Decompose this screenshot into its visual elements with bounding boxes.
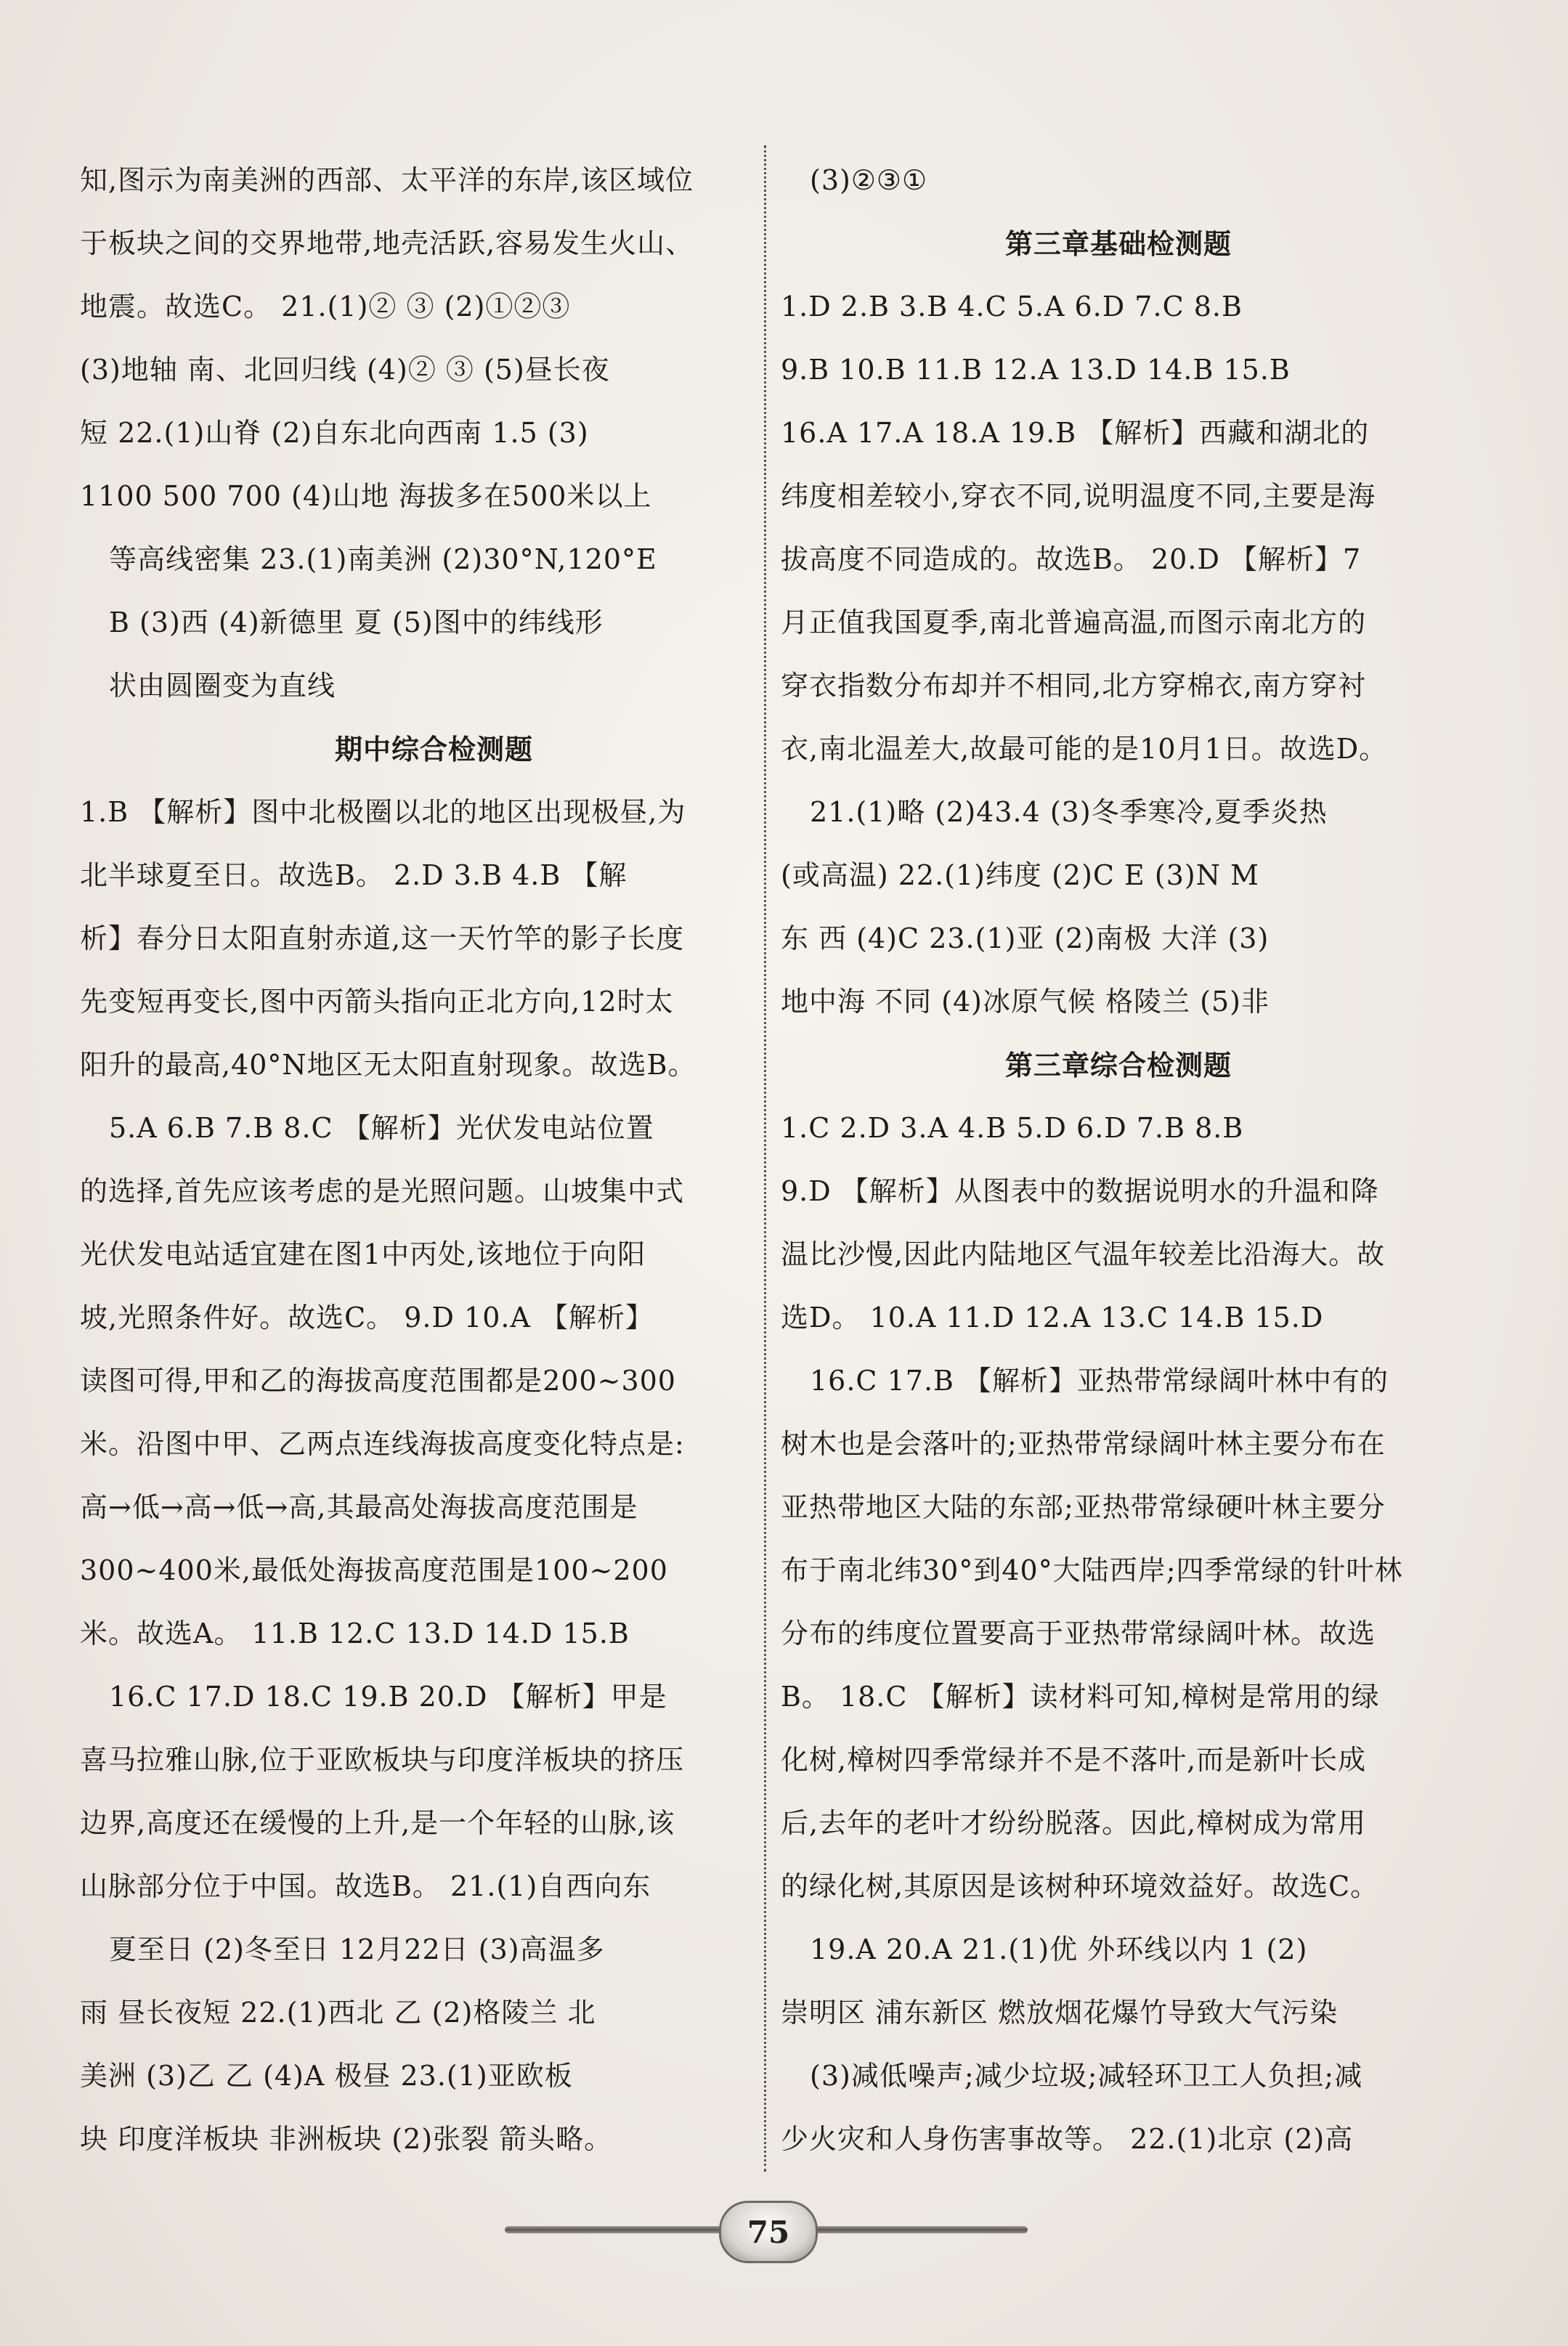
footer-ornament-left bbox=[505, 2226, 723, 2233]
text-line: 析】春分日太阳直射赤道,这一天竹竿的影子长度 bbox=[80, 922, 685, 954]
text-line: 状由圆圈变为直线 bbox=[109, 670, 336, 702]
text-line: 坡,光照条件好。故选C。 9.D 10.A 【解析】 bbox=[80, 1302, 654, 1334]
text-line: 先变短再变长,图中丙箭头指向正北方向,12时太 bbox=[80, 986, 674, 1018]
text-line: 雨 昼长夜短 22.(1)西北 乙 (2)格陵兰 北 bbox=[80, 1997, 596, 2029]
text-line: 9.D 【解析】从图表中的数据说明水的升温和降 bbox=[781, 1175, 1379, 1207]
text-line: 16.C 17.B 【解析】亚热带常绿阔叶林中有的 bbox=[810, 1365, 1389, 1397]
text-line: 纬度相差较小,穿衣不同,说明温度不同,主要是海 bbox=[781, 480, 1376, 512]
text-line: B。 18.C 【解析】读材料可知,樟树是常用的绿 bbox=[781, 1681, 1380, 1713]
text-line: 崇明区 浦东新区 燃放烟花爆竹导致大气污染 bbox=[781, 1997, 1339, 2029]
text-line: 米。沿图中甲、乙两点连线海拔高度变化特点是: bbox=[80, 1428, 685, 1460]
text-line: 喜马拉雅山脉,位于亚欧板块与印度洋板块的挤压 bbox=[80, 1744, 685, 1776]
footer-ornament-right bbox=[810, 2226, 1028, 2233]
text-line: 边界,高度还在缓慢的上升,是一个年轻的山脉,该 bbox=[80, 1807, 675, 1839]
text-line: 16.A 17.A 18.A 19.B 【解析】西藏和湖北的 bbox=[781, 417, 1370, 449]
text-line: (3)地轴 南、北回归线 (4)② ③ (5)昼长夜 bbox=[80, 354, 610, 386]
text-line: 短 22.(1)山脊 (2)自东北向西南 1.5 (3) bbox=[80, 417, 589, 449]
text-line: 少火灾和人身伤害事故等。 22.(1)北京 (2)高 bbox=[781, 2123, 1354, 2155]
text-line: (3)减低噪声;减少垃圾;减轻环卫工人负担;减 bbox=[810, 2060, 1363, 2092]
right-column bbox=[781, 149, 1456, 2171]
text-line: 读图可得,甲和乙的海拔高度范围都是200~300 bbox=[80, 1365, 676, 1397]
text-line: 东 西 (4)C 23.(1)亚 (2)南极 大洋 (3) bbox=[781, 922, 1270, 954]
text-line: 5.A 6.B 7.B 8.C 【解析】光伏发电站位置 bbox=[109, 1112, 654, 1144]
text-line: 21.(1)略 (2)43.4 (3)冬季寒冷,夏季炎热 bbox=[810, 796, 1328, 828]
section-heading: 第三章综合检测题 bbox=[1004, 1049, 1232, 1081]
text-line: 化树,樟树四季常绿并不是不落叶,而是新叶长成 bbox=[781, 1744, 1367, 1776]
text-line: 北半球夏至日。故选B。 2.D 3.B 4.B 【解 bbox=[80, 859, 627, 891]
text-line: 夏至日 (2)冬至日 12月22日 (3)高温多 bbox=[109, 1933, 605, 1965]
page-number: 75 bbox=[719, 2201, 818, 2263]
text-line: 300~400米,最低处海拔高度范围是100~200 bbox=[80, 1554, 668, 1586]
text-line: 16.C 17.D 18.C 19.B 20.D 【解析】甲是 bbox=[109, 1681, 667, 1713]
text-line: 地中海 不同 (4)冰原气候 格陵兰 (5)非 bbox=[781, 986, 1270, 1018]
text-line: 拔高度不同造成的。故选B。 20.D 【解析】7 bbox=[781, 543, 1362, 575]
text-line: 树木也是会落叶的;亚热带常绿阔叶林主要分布在 bbox=[781, 1428, 1386, 1460]
text-line: 19.A 20.A 21.(1)优 外环线以内 1 (2) bbox=[810, 1933, 1308, 1965]
text-line: 等高线密集 23.(1)南美洲 (2)30°N,120°E bbox=[109, 543, 657, 575]
text-line: 布于南北纬30°到40°大陆西岸;四季常绿的针叶林 bbox=[781, 1554, 1403, 1586]
text-line: 1.C 2.D 3.A 4.B 5.D 6.D 7.B 8.B bbox=[781, 1112, 1244, 1144]
text-line: 选D。 10.A 11.D 12.A 13.C 14.B 15.D bbox=[781, 1302, 1324, 1334]
text-line: 阳升的最高,40°N地区无太阳直射现象。故选B。 bbox=[80, 1049, 696, 1081]
text-line: 米。故选A。 11.B 12.C 13.D 14.D 15.B bbox=[80, 1618, 630, 1649]
text-line: 于板块之间的交界地带,地壳活跃,容易发生火山、 bbox=[80, 227, 694, 259]
text-line: 的绿化树,其原因是该树种环境效益好。故选C。 bbox=[781, 1870, 1379, 1902]
text-line: B (3)西 (4)新德里 夏 (5)图中的纬线形 bbox=[109, 606, 604, 638]
text-line: 温比沙慢,因此内陆地区气温年较差比沿海大。故 bbox=[781, 1238, 1386, 1270]
column-divider bbox=[764, 145, 766, 2172]
text-line: (3)②③① bbox=[810, 164, 928, 196]
left-column bbox=[80, 149, 788, 2171]
text-line: 地震。故选C。 21.(1)② ③ (2)①②③ bbox=[80, 291, 571, 322]
text-line: 穿衣指数分布却并不相同,北方穿棉衣,南方穿衬 bbox=[781, 670, 1367, 702]
text-line: 光伏发电站适宜建在图1中丙处,该地位于向阳 bbox=[80, 1238, 646, 1270]
text-line: (或高温) 22.(1)纬度 (2)C E (3)N M bbox=[781, 859, 1259, 891]
text-line: 块 印度洋板块 非洲板块 (2)张裂 箭头略。 bbox=[80, 2123, 613, 2155]
text-line: 月正值我国夏季,南北普遍高温,而图示南北方的 bbox=[781, 606, 1367, 638]
text-line: 衣,南北温差大,故最可能的是10月1日。故选D。 bbox=[781, 733, 1388, 765]
text-line: 1.D 2.B 3.B 4.C 5.A 6.D 7.C 8.B bbox=[781, 291, 1243, 322]
text-line: 知,图示为南美洲的西部、太平洋的东岸,该区域位 bbox=[80, 164, 694, 196]
section-heading: 第三章基础检测题 bbox=[1004, 227, 1232, 260]
text-line: 亚热带地区大陆的东部;亚热带常绿硬叶林主要分 bbox=[781, 1491, 1386, 1523]
text-line: 1.B 【解析】图中北极圈以北的地区出现极昼,为 bbox=[80, 796, 686, 828]
text-line: 美洲 (3)乙 乙 (4)A 极昼 23.(1)亚欧板 bbox=[80, 2060, 573, 2092]
text-line: 分布的纬度位置要高于亚热带常绿阔叶林。故选 bbox=[781, 1618, 1376, 1649]
text-line: 的选择,首先应该考虑的是光照问题。山坡集中式 bbox=[80, 1175, 685, 1207]
text-line: 9.B 10.B 11.B 12.A 13.D 14.B 15.B bbox=[781, 354, 1291, 386]
section-heading: 期中综合检测题 bbox=[334, 733, 533, 766]
text-line: 山脉部分位于中国。故选B。 21.(1)自西向东 bbox=[80, 1870, 651, 1902]
text-line: 高→低→高→低→高,其最高处海拔高度范围是 bbox=[80, 1491, 638, 1523]
text-line: 后,去年的老叶才纷纷脱落。因此,樟树成为常用 bbox=[781, 1807, 1367, 1839]
text-line: 1100 500 700 (4)山地 海拔多在500米以上 bbox=[80, 480, 652, 512]
